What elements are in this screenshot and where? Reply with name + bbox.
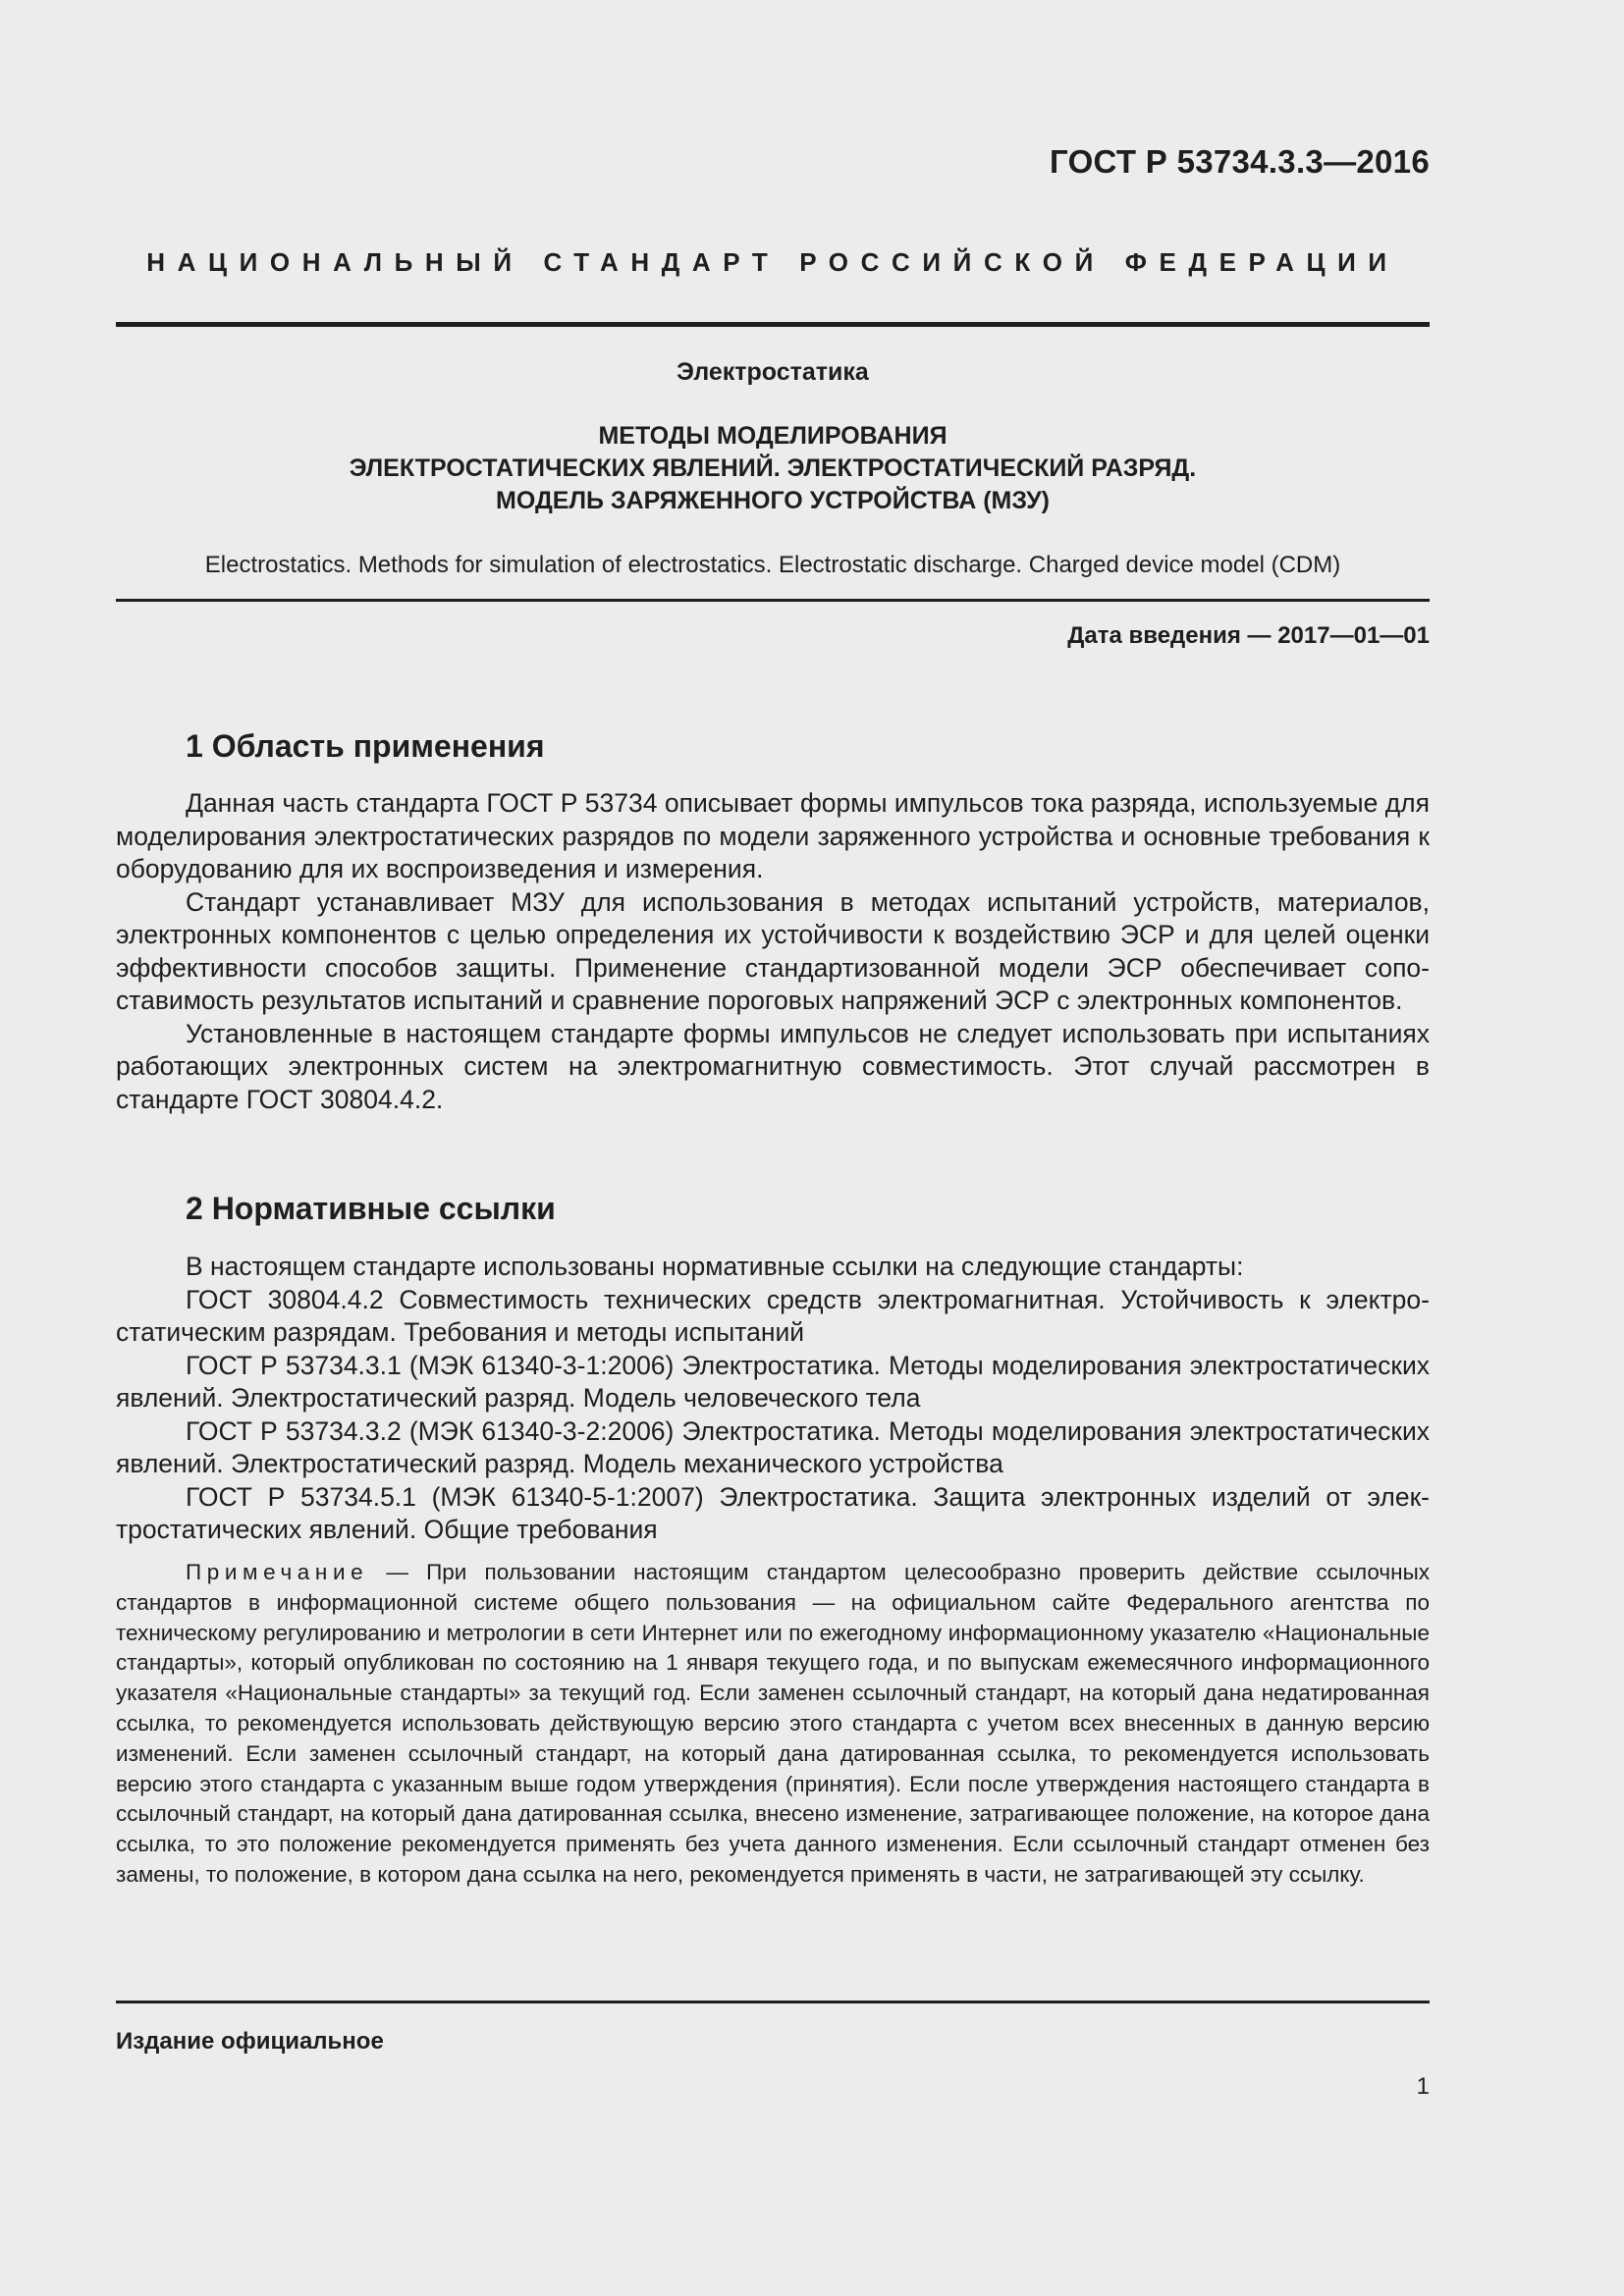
reference-item: ГОСТ Р 53734.3.1 (МЭК 61340-3-1:2006) Электростатика. Методы моделирования электростатических явлений. Электростатический разряд. Модель человеческого тела (116, 1350, 1430, 1413)
section-body-references (116, 1251, 1430, 1547)
note-text: — При пользовании настоящим стандартом целесообразно проверить действие ссылочных стандартов в информационной системе общего пользования — на официальном сайте Федерального агентства по техническому регулированию и метрологии в сети Интернет или по ежегодному информационному указателю «Национальные стандарты», который опубликован по состоянию на 1 января текущего года, и по выпускам ежемесячного информационного указателя «Национальные стандарты» за текущий год. Если заменен ссылочный стандарт, на который дана недатированная ссылка, то рекомендуется использовать действующую версию этого стандарта с учетом всех внесенных в данную версию изменений. Если заменен ссылочный стандарт, на который дана датированная ссылка, то рекомендуется использовать версию этого стандарта с указанным выше годом утверждения (принятия). Если после утверждения настоящего стандарта в ссылочный стандарт, на который дана датированная ссылка, внесено изменение, затрагивающее положение, на которое дана ссылка, то это положение рекомендуется применять без учета данного изменения. Если ссылочный стандарт отменен без замены, то положение, в котором дана ссылка на него, рекомендуется применять в части, не затрагивающей эту ссылку. (116, 1560, 1430, 1887)
paragraph: Данная часть стандарта ГОСТ Р 53734 описывает формы импульсов тока разряда, используемые для моделирования электростатических разрядов по модели заряженного устройства и основные требования к оборудованию для их воспроизведения и измерения. (116, 788, 1430, 883)
paragraph: В настоящем стандарте использованы нормативные ссылки на следующие стандарты: (186, 1252, 1244, 1281)
english-title: Electrostatics. Methods for simulation of electrostatics. Electrostatic discharge. Charged device model (CDM) (204, 552, 1341, 578)
section-body-scope (116, 787, 1430, 1116)
national-standard-banner: НАЦИОНАЛЬНЫЙ СТАНДАРТ РОССИЙСКОЙ ФЕДЕРАЦИИ (146, 247, 1399, 277)
note-label: Примечание (186, 1560, 369, 1584)
page-number: 1 (1416, 2073, 1430, 2100)
title-divider (116, 599, 1430, 602)
paragraph: Стандарт устанавливает МЗУ для использования в методах испытаний устройств, материалов, электронных компонентов с целью определения их устойчивости к воздействию ЭСР и для целей оценки эффективности способов защиты. Применение стандартизованной модели ЭСР обеспечивает сопоставимость результатов испытаний и сравнение пороговых напряжений ЭСР с электронных компонентов. (116, 886, 1430, 1015)
paragraph: Установленные в настоящем стандарте формы импульсов не следует использовать при испытаниях работающих электронных систем на электромагнитную совместимость. Этот случай рассмотрен в стандарте ГОСТ 30804.4.2. (116, 1018, 1430, 1114)
subject-title: Электростатика (677, 358, 869, 386)
main-title-line: МОДЕЛЬ ЗАРЯЖЕННОГО УСТРОЙСТВА (МЗУ) (496, 487, 1050, 514)
reference-item: ГОСТ Р 53734.5.1 (МЭК 61340-5-1:2007) Электростатика. Защита электронных изделий от электростатических явлений. Общие требования (116, 1481, 1430, 1544)
reference-item: ГОСТ Р 53734.3.2 (МЭК 61340-3-2:2006) Электростатика. Методы моделирования электростатических явлений. Электростатический разряд. Модель механического устройства (116, 1415, 1430, 1478)
introduction-date: Дата введения — 2017—01—01 (1067, 622, 1430, 649)
document-page (116, 0, 1430, 2296)
document-code: ГОСТ Р 53734.3.3—2016 (1050, 143, 1430, 180)
main-title-line: МЕТОДЫ МОДЕЛИРОВАНИЯ (598, 422, 947, 450)
reference-item: ГОСТ 30804.4.2 Совместимость технических средств электромагнитная. Устойчивость к электростатическим разрядам. Требования и методы испытаний (116, 1284, 1430, 1347)
section-heading-scope: 1 Область применения (186, 728, 545, 764)
main-title (116, 420, 1430, 517)
top-divider (116, 322, 1430, 327)
section-heading-references: 2 Нормативные ссылки (186, 1191, 556, 1226)
bottom-divider (116, 2001, 1430, 2003)
edition-label: Издание официальное (116, 2028, 384, 2055)
note-block (116, 1558, 1430, 1891)
main-title-line: ЭЛЕКТРОСТАТИЧЕСКИХ ЯВЛЕНИЙ. ЭЛЕКТРОСТАТИЧЕСКИЙ РАЗРЯД. (349, 454, 1197, 482)
